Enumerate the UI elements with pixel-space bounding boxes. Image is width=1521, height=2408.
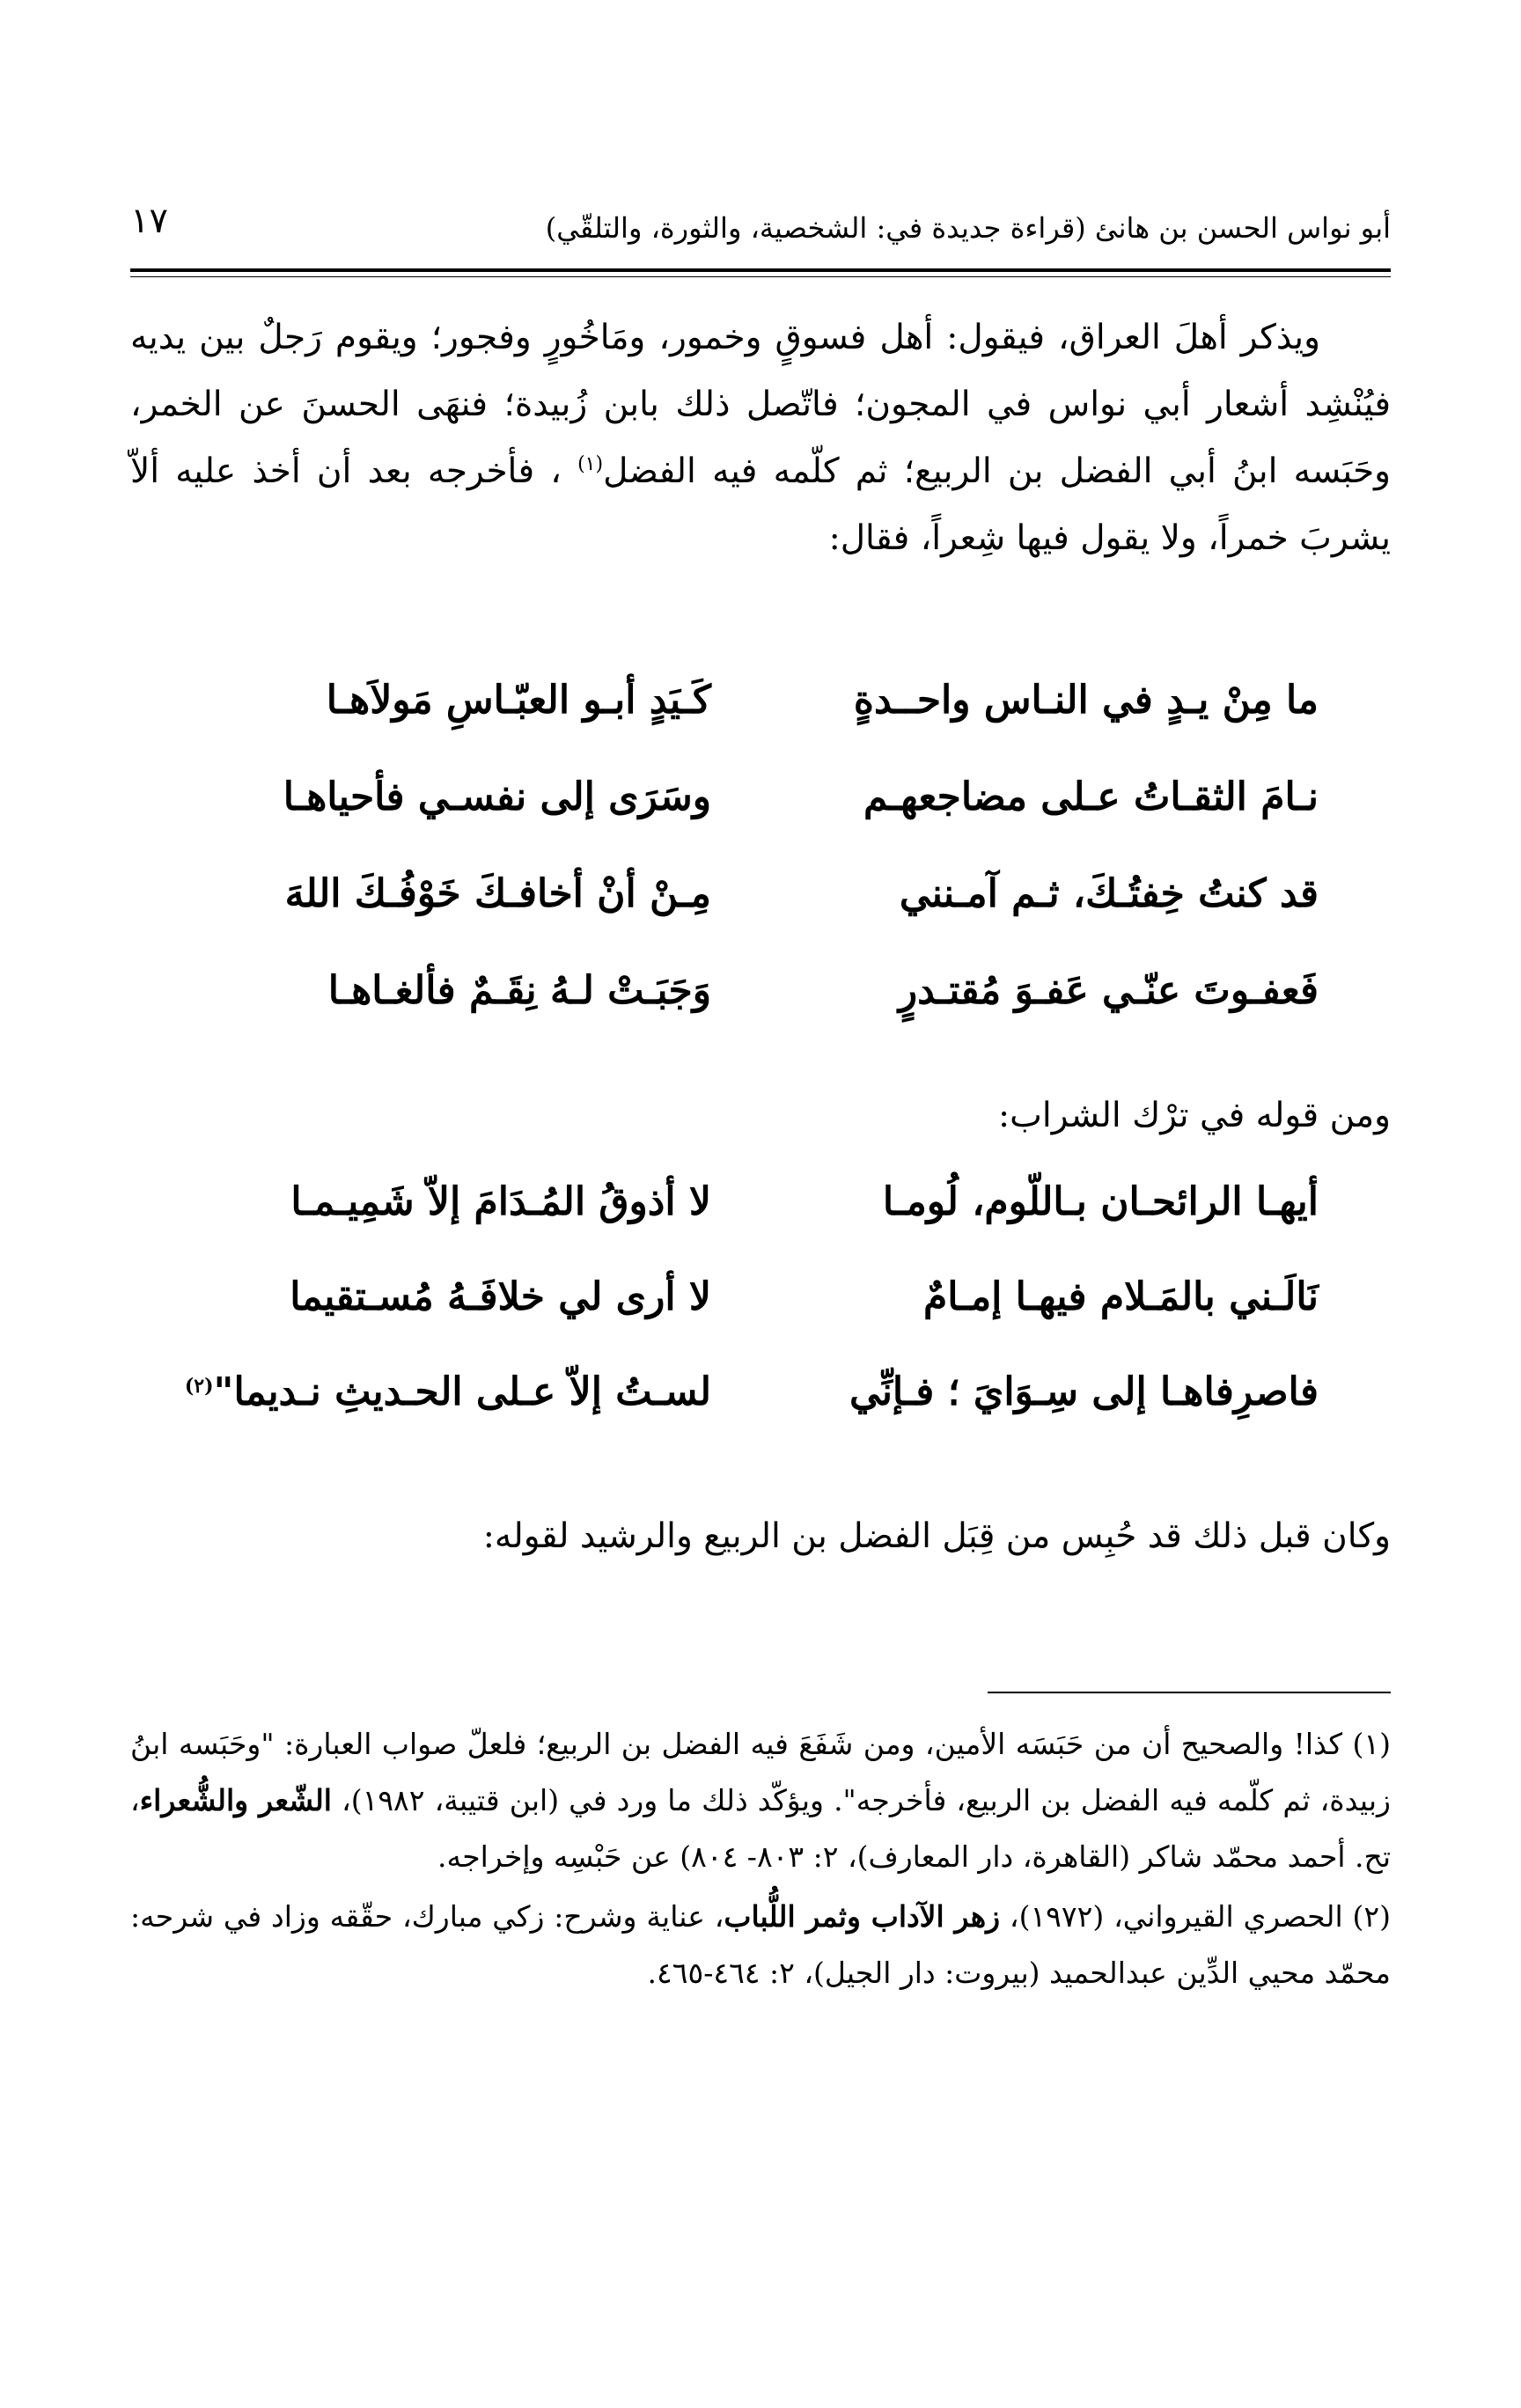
verse-second-hemistich bbox=[185, 1369, 711, 1414]
footnote-1-book-title: الشّعر والشُّعراء bbox=[139, 1783, 332, 1817]
verse-first-hemistich: نَالَـني بالمَـلام فيهـا إمـامٌ bbox=[923, 1274, 1319, 1319]
poem-2 bbox=[184, 1179, 1319, 1465]
body-paragraph-2 bbox=[130, 1083, 1391, 1149]
verse-first-hemistich: فاصرِفاهـا إلى سِـوَايَ ؛ فـإنِّي bbox=[849, 1369, 1319, 1414]
verse-second-hemistich: لا أذوقُ المُـدَامَ إلاّ شَمِيـمـا bbox=[290, 1179, 711, 1224]
footnote-ref-2: (٢) bbox=[184, 1375, 214, 1398]
verse-line bbox=[201, 678, 1319, 775]
verse-second-hemistich-text: لسـتُ إلاّ عـلى الحـديثِ نـديما" bbox=[213, 1369, 711, 1414]
verse-line bbox=[201, 775, 1319, 871]
footnote-2-text-b: ، عناية وشرح: زكي مبارك، حقّقه وزاد في شرحه: محمّد محيي الدِّين عبدالحميد (بيروت: دار الجيل)، ٢: ٤٦٤-٤٦٥. bbox=[130, 1899, 1391, 1990]
footnote-2-book-title: زهر الآداب وثمر اللُّباب bbox=[724, 1899, 1001, 1934]
running-title: أبو نواس الحسن بن هانئ (قراءة جديدة في: الشخصية، والثورة، والتلقّي) bbox=[545, 211, 1391, 245]
verse-line bbox=[201, 1274, 1319, 1369]
verse-second-hemistich: مِـنْ أنْ أخافـكَ خَوْفُـكَ اللهَ bbox=[284, 871, 711, 916]
verse-first-hemistich: قد كنتُ خِفتُـكَ، ثـم آمـنني bbox=[899, 871, 1319, 916]
verse-first-hemistich: نـامَ الثقـاتُ عـلى مضاجعهـم bbox=[863, 775, 1319, 819]
footnote-rule bbox=[988, 1692, 1391, 1693]
page-header bbox=[130, 201, 1391, 262]
footnote-1 bbox=[130, 1716, 1391, 1885]
footnote-2 bbox=[130, 1889, 1391, 2001]
verse-second-hemistich: لا أرى لي خلافَـهُ مُسـتقيما bbox=[290, 1274, 711, 1319]
verse-second-hemistich: وَجَبَـتْ لـهُ نِقَـمٌ فألغـاهـا bbox=[327, 968, 711, 1013]
verse-first-hemistich: أيهـا الرائحـان بـاللّوم، لُومـا bbox=[882, 1179, 1319, 1224]
verse-line bbox=[201, 968, 1319, 1065]
body-paragraph-3 bbox=[130, 1503, 1391, 1570]
poem-1 bbox=[201, 678, 1319, 1065]
footnote-1-text-a: (١) كذا! والصحيح أن من حَبَسَه الأمين، ومن شَفَعَ فيه الفضل بن الربيع؛ فلعلّ صواب العبارة: "وحَبَسه ابنُ زبيدة، ثم كلّمه فيه الفضل بن الربيع، فأخرجه". ويؤكّد ذلك ما ورد في (ابن قتيبة، ١٩٨٢)، bbox=[130, 1727, 1391, 1817]
verse-line bbox=[184, 1369, 1319, 1465]
verse-line bbox=[201, 1179, 1319, 1274]
header-rule-thick bbox=[130, 268, 1391, 272]
verse-line bbox=[201, 871, 1319, 968]
paragraph-1-end: ، فأخرجه بعد أن أخذ عليه ألاّ يشربَ خمراً، ولا يقول فيها شِعراً، فقال: bbox=[130, 452, 1391, 558]
verse-second-hemistich: وسَرَى إلى نفسـي فأحياهـا bbox=[283, 775, 711, 819]
paragraph-1-text: ويذكر أهلَ العراق، فيقول: أهل فسوقٍ وخمور، ومَاخُورٍ وفجور؛ ويقوم رَجلٌ بين يديه فيُنْشِد أشعار أبي نواس في المجون؛ فاتّصل ذلك بابن زُبيدة؛ فنهَى الحسنَ عن الخمر، وحَبَسه ابنُ أبي الفضل بن الربيع؛ ثم كلّمه فيه الفضل bbox=[130, 318, 1392, 491]
paragraph-3-text: وكان قبل ذلك قد حُبِس من قِبَل الفضل بن الربيع والرشيد لقوله: bbox=[482, 1516, 1391, 1556]
page-number: ١٧ bbox=[130, 201, 168, 241]
body-paragraph-1 bbox=[130, 305, 1391, 572]
footnotes bbox=[130, 1716, 1391, 2001]
verse-first-hemistich: فَعفـوتَ عنّـي عَفـوَ مُقتـدرٍ bbox=[898, 968, 1319, 1013]
paragraph-2-text: ومن قوله في ترْك الشراب: bbox=[998, 1096, 1391, 1135]
footnote-2-text-a: (٢) الحصري القيرواني، (١٩٧٢)، bbox=[1009, 1899, 1391, 1934]
verse-second-hemistich: كَـيَدٍ أبـو العبّـاسِ مَولاَهـا bbox=[326, 678, 711, 723]
verse-first-hemistich: ما مِنْ يـدٍ في النـاس واحــدةٍ bbox=[853, 678, 1319, 723]
footnote-1-text-b: ، تح. أحمد محمّد شاكر (القاهرة، دار المعارف)، ٢: ٨٠٣- ٨٠٤) عن حَبْسِه وإخراجه. bbox=[130, 1783, 1391, 1874]
footnote-ref-1: (١) bbox=[577, 453, 604, 475]
header-rule-thin bbox=[130, 276, 1391, 277]
